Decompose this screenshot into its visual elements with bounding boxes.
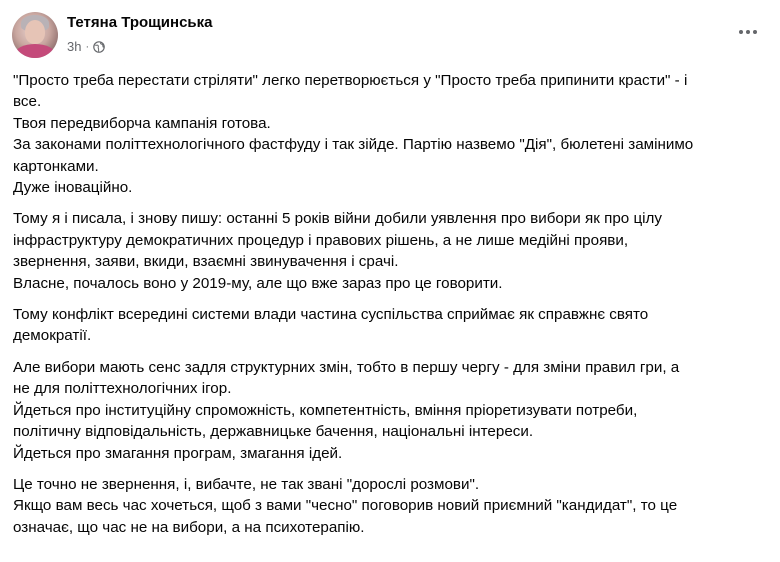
post-text-line: Йдеться про інституційну спроможність, компетентність, вміння пріоретизувати потреби, — [13, 401, 638, 419]
globe-icon[interactable] — [93, 41, 105, 53]
post-text-line: не для політтехнологічних ігор. — [13, 380, 232, 398]
post-text-line: Це точно не звернення, і, вибачте, не так звані "дорослі розмови". — [13, 475, 480, 493]
post-text-line: політичну відповідальність, державницьке бачення, національні інтереси. — [13, 423, 534, 441]
more-options-icon[interactable] — [734, 22, 762, 42]
post-text-line: За законами політтехнологічного фастфуду і так зійде. Партію назвемо "Дія", бюлетені замінимо — [13, 136, 694, 154]
more-dot — [753, 30, 757, 34]
avatar-face — [25, 20, 45, 44]
post-text-line: Власне, почалось воно у 2019-му, але що вже зараз про це говорити. — [13, 274, 503, 292]
author-name[interactable]: Тетяна Трощинська — [67, 14, 213, 31]
post-text-line: Тому я і писала, і знову пишу: останні 5 років війни добили уявлення про вибори як про цілу — [13, 210, 662, 228]
meta-separator: · — [85, 40, 90, 53]
post-text-line: Але вибори мають сенс задля структурних змін, тобто в першу чергу - для зміни правил гри, а — [13, 358, 680, 376]
post-paragraph — [13, 304, 771, 347]
post-paragraph — [13, 474, 771, 538]
post-text-line: картонками. — [13, 157, 99, 175]
post-text-line: "Просто треба перестати стріляти" легко перетворюється у "Просто треба припинити красти" - і — [13, 72, 688, 89]
post-header — [12, 12, 768, 58]
post-text-line: Дуже іноваційно. — [13, 179, 133, 197]
post-text-line: Якщо вам весь час хочеться, щоб з вами "чесно" поговорив новий приємний "кандидат", то це — [13, 497, 678, 515]
more-dot — [739, 30, 743, 34]
post-text-line: означає, що час не на вибори, а на психотерапію. — [13, 518, 365, 536]
post-paragraph — [13, 70, 771, 198]
post-text — [13, 70, 771, 548]
post-meta — [67, 39, 105, 54]
post-text-line: все. — [13, 93, 42, 111]
more-dot — [746, 30, 750, 34]
post-text-line: Твоя передвиборча кампанія готова. — [13, 114, 271, 132]
post-text-line: Йдеться про змагання програм, змагання ідей. — [13, 444, 343, 462]
avatar[interactable] — [12, 12, 58, 58]
post-paragraph — [13, 208, 771, 294]
post-paragraph — [13, 357, 771, 464]
post-timestamp[interactable]: 3h — [67, 39, 82, 54]
avatar-shirt — [15, 44, 55, 58]
post-text-line: звернення, заяви, вкиди, взаємні звинувачення і срачі. — [13, 253, 399, 271]
post-text-line: демократії. — [13, 327, 92, 345]
post-text-line: Тому конфлікт всередині системи влади частина суспільства сприймає як справжнє свято — [13, 306, 649, 324]
post-text-line: інфраструктуру демократичних процедур і правових рішень, а не лише медійні прояви, — [13, 231, 629, 249]
